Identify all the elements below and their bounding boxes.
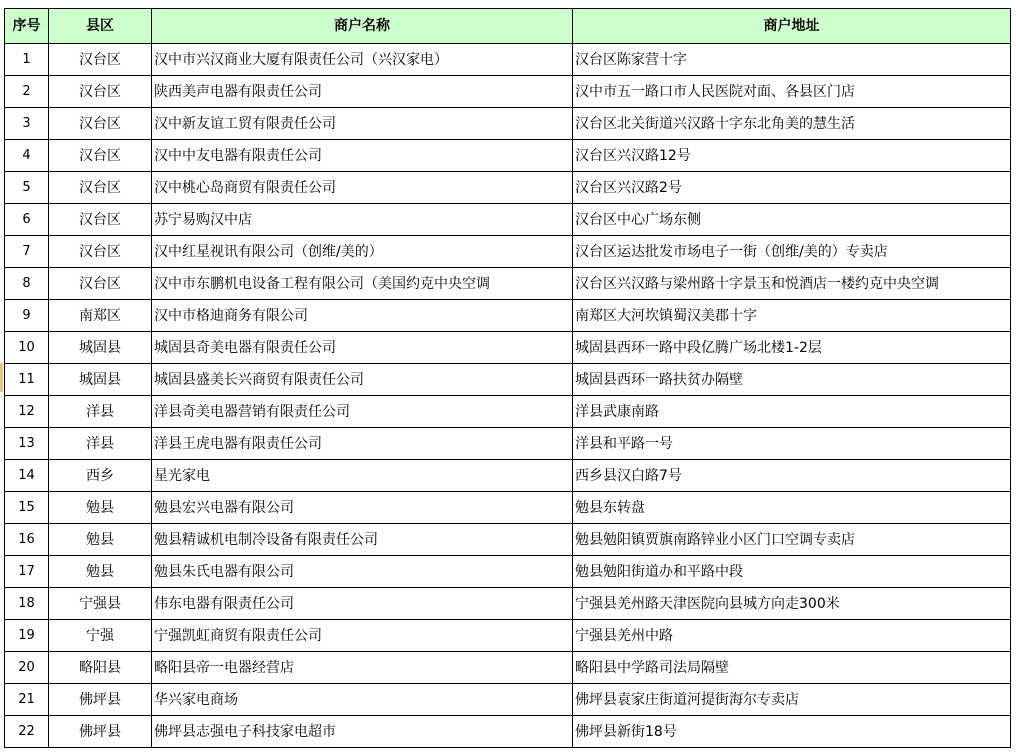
cell-merchant-name[interactable]: 城固县奇美电器有限责任公司 xyxy=(152,332,573,364)
row-selection-marker xyxy=(0,363,3,392)
cell-merchant-address[interactable]: 汉台区运达批发市场电子一街（创维/美的）专卖店 xyxy=(573,236,1011,268)
cell-merchant-name[interactable]: 华兴家电商场 xyxy=(152,684,573,716)
cell-district[interactable]: 佛坪县 xyxy=(49,716,152,748)
cell-district[interactable]: 佛坪县 xyxy=(49,684,152,716)
cell-index[interactable]: 17 xyxy=(5,556,49,588)
cell-index[interactable]: 11 xyxy=(5,364,49,396)
table-row xyxy=(5,108,1011,140)
cell-merchant-address[interactable]: 城固县西环一路扶贫办隔壁 xyxy=(573,364,1011,396)
table-row xyxy=(5,588,1011,620)
cell-merchant-address[interactable]: 勉县勉阳街道办和平路中段 xyxy=(573,556,1011,588)
cell-index[interactable]: 15 xyxy=(5,492,49,524)
table-row xyxy=(5,204,1011,236)
cell-merchant-address[interactable]: 汉台区兴汉路12号 xyxy=(573,140,1011,172)
cell-merchant-address[interactable]: 略阳县中学路司法局隔壁 xyxy=(573,652,1011,684)
cell-merchant-name[interactable]: 略阳县帝一电器经营店 xyxy=(152,652,573,684)
cell-merchant-name[interactable]: 苏宁易购汉中店 xyxy=(152,204,573,236)
header-district[interactable]: 县区 xyxy=(49,9,152,44)
cell-merchant-name[interactable]: 汉中新友谊工贸有限责任公司 xyxy=(152,108,573,140)
cell-district[interactable]: 汉台区 xyxy=(49,204,152,236)
cell-index[interactable]: 9 xyxy=(5,300,49,332)
header-merchant-address[interactable]: 商户地址 xyxy=(573,9,1011,44)
cell-index[interactable]: 3 xyxy=(5,108,49,140)
cell-merchant-name[interactable]: 陕西美声电器有限责任公司 xyxy=(152,76,573,108)
cell-district[interactable]: 洋县 xyxy=(49,428,152,460)
header-index[interactable]: 序号 xyxy=(5,9,49,44)
table-row xyxy=(5,76,1011,108)
table-row xyxy=(5,172,1011,204)
cell-merchant-name[interactable]: 洋县王虎电器有限责任公司 xyxy=(152,428,573,460)
cell-merchant-name[interactable]: 汉中市格迪商务有限公司 xyxy=(152,300,573,332)
cell-merchant-name[interactable]: 汉中市东鹏机电设备工程有限公司（美国约克中央空调 xyxy=(152,268,573,300)
cell-merchant-address[interactable]: 南郑区大河坎镇蜀汉美郡十字 xyxy=(573,300,1011,332)
cell-merchant-name[interactable]: 汉中市兴汉商业大厦有限责任公司（兴汉家电） xyxy=(152,44,573,76)
cell-merchant-address[interactable]: 勉县勉阳镇贾旗南路锌业小区门口空调专卖店 xyxy=(573,524,1011,556)
cell-merchant-name[interactable]: 汉中桃心岛商贸有限责任公司 xyxy=(152,172,573,204)
table-row xyxy=(5,524,1011,556)
cell-merchant-name[interactable]: 汉中红星视讯有限公司（创维/美的） xyxy=(152,236,573,268)
table-body xyxy=(5,44,1011,748)
cell-district[interactable]: 西乡 xyxy=(49,460,152,492)
cell-district[interactable]: 汉台区 xyxy=(49,76,152,108)
cell-merchant-name[interactable]: 勉县宏兴电器有限公司 xyxy=(152,492,573,524)
cell-district[interactable]: 汉台区 xyxy=(49,140,152,172)
table-row xyxy=(5,492,1011,524)
cell-district[interactable]: 宁强县 xyxy=(49,588,152,620)
table-row xyxy=(5,684,1011,716)
cell-merchant-address[interactable]: 汉台区陈家营十字 xyxy=(573,44,1011,76)
cell-merchant-name[interactable]: 洋县奇美电器营销有限责任公司 xyxy=(152,396,573,428)
cell-district[interactable]: 汉台区 xyxy=(49,44,152,76)
cell-district[interactable]: 汉台区 xyxy=(49,172,152,204)
table-row xyxy=(5,300,1011,332)
cell-district[interactable]: 洋县 xyxy=(49,396,152,428)
merchant-table xyxy=(4,8,1011,748)
cell-district[interactable]: 略阳县 xyxy=(49,652,152,684)
table-row xyxy=(5,556,1011,588)
cell-index[interactable]: 6 xyxy=(5,204,49,236)
cell-merchant-name[interactable]: 汉中中友电器有限责任公司 xyxy=(152,140,573,172)
cell-index[interactable]: 13 xyxy=(5,428,49,460)
cell-merchant-address[interactable]: 汉台区兴汉路2号 xyxy=(573,172,1011,204)
cell-index[interactable]: 14 xyxy=(5,460,49,492)
cell-index[interactable]: 5 xyxy=(5,172,49,204)
cell-merchant-address[interactable]: 城固县西环一路中段亿腾广场北楼1-2层 xyxy=(573,332,1011,364)
table-row xyxy=(5,236,1011,268)
cell-district[interactable]: 勉县 xyxy=(49,524,152,556)
table-row xyxy=(5,428,1011,460)
table-row xyxy=(5,44,1011,76)
table-row xyxy=(5,716,1011,748)
cell-merchant-address[interactable]: 勉县东转盘 xyxy=(573,492,1011,524)
cell-merchant-name[interactable]: 城固县盛美长兴商贸有限责任公司 xyxy=(152,364,573,396)
cell-index[interactable]: 22 xyxy=(5,716,49,748)
cell-index[interactable]: 16 xyxy=(5,524,49,556)
header-merchant-name[interactable]: 商户名称 xyxy=(152,9,573,44)
cell-index[interactable]: 20 xyxy=(5,652,49,684)
cell-merchant-address[interactable]: 汉台区兴汉路与梁州路十字景玉和悦酒店一楼约克中央空调 xyxy=(573,268,1011,300)
table-row xyxy=(5,140,1011,172)
cell-merchant-name[interactable]: 伟东电器有限责任公司 xyxy=(152,588,573,620)
cell-merchant-name[interactable]: 宁强凯虹商贸有限责任公司 xyxy=(152,620,573,652)
cell-district[interactable]: 汉台区 xyxy=(49,108,152,140)
cell-merchant-address[interactable]: 佛坪县新街18号 xyxy=(573,716,1011,748)
cell-merchant-name[interactable]: 勉县精诚机电制冷设备有限责任公司 xyxy=(152,524,573,556)
table-row xyxy=(5,268,1011,300)
table-row xyxy=(5,364,1011,396)
table-row xyxy=(5,460,1011,492)
cell-merchant-address[interactable]: 洋县和平路一号 xyxy=(573,428,1011,460)
cell-district[interactable]: 南郑区 xyxy=(49,300,152,332)
table-row xyxy=(5,332,1011,364)
cell-merchant-name[interactable]: 佛坪县志强电子科技家电超市 xyxy=(152,716,573,748)
cell-district[interactable]: 城固县 xyxy=(49,332,152,364)
cell-index[interactable]: 12 xyxy=(5,396,49,428)
cell-merchant-address[interactable]: 佛坪县袁家庄街道河提街海尔专卖店 xyxy=(573,684,1011,716)
cell-index[interactable]: 18 xyxy=(5,588,49,620)
cell-merchant-address[interactable]: 洋县武康南路 xyxy=(573,396,1011,428)
cell-district[interactable]: 汉台区 xyxy=(49,236,152,268)
cell-index[interactable]: 19 xyxy=(5,620,49,652)
cell-index[interactable]: 7 xyxy=(5,236,49,268)
cell-district[interactable]: 宁强 xyxy=(49,620,152,652)
table-row xyxy=(5,396,1011,428)
table-row xyxy=(5,620,1011,652)
cell-index[interactable]: 1 xyxy=(5,44,49,76)
cell-district[interactable]: 勉县 xyxy=(49,492,152,524)
cell-merchant-address[interactable]: 汉台区中心广场东侧 xyxy=(573,204,1011,236)
cell-index[interactable]: 10 xyxy=(5,332,49,364)
table-row xyxy=(5,652,1011,684)
cell-merchant-name[interactable]: 勉县朱氏电器有限公司 xyxy=(152,556,573,588)
cell-merchant-address[interactable]: 西乡县汉白路7号 xyxy=(573,460,1011,492)
cell-district[interactable]: 城固县 xyxy=(49,364,152,396)
cell-index[interactable]: 4 xyxy=(5,140,49,172)
cell-district[interactable]: 汉台区 xyxy=(49,268,152,300)
cell-index[interactable]: 21 xyxy=(5,684,49,716)
cell-merchant-name[interactable]: 星光家电 xyxy=(152,460,573,492)
cell-merchant-address[interactable]: 宁强县羌州路天津医院向县城方向走300米 xyxy=(573,588,1011,620)
cell-merchant-address[interactable]: 宁强县羌州中路 xyxy=(573,620,1011,652)
cell-index[interactable]: 2 xyxy=(5,76,49,108)
cell-merchant-address[interactable]: 汉中市五一路口市人民医院对面、各县区门店 xyxy=(573,76,1011,108)
cell-district[interactable]: 勉县 xyxy=(49,556,152,588)
cell-index[interactable]: 8 xyxy=(5,268,49,300)
cell-merchant-address[interactable]: 汉台区北关街道兴汉路十字东北角美的慧生活 xyxy=(573,108,1011,140)
header-row xyxy=(5,9,1011,44)
